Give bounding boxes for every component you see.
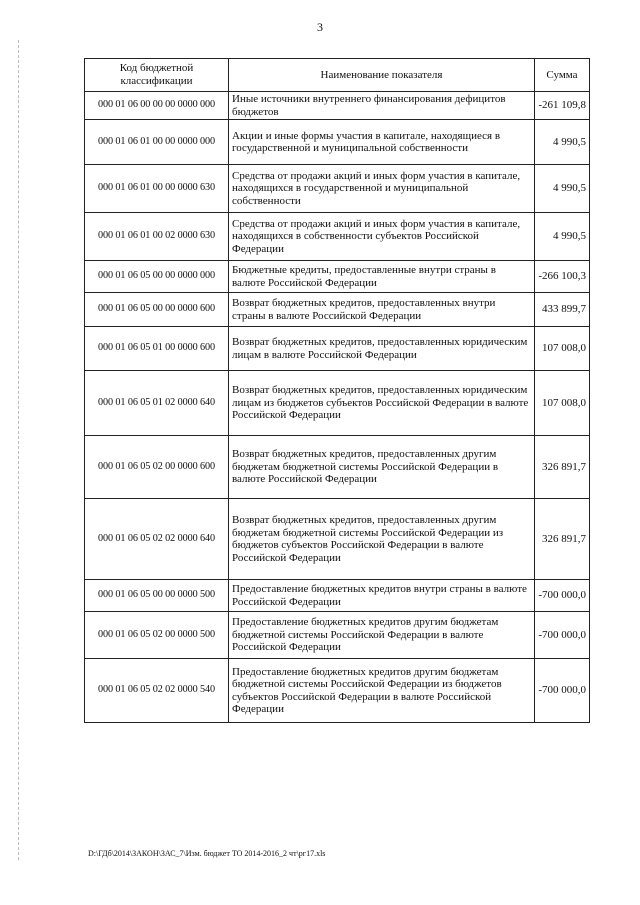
binder-edge — [18, 40, 20, 860]
row-name: Предоставление бюджетных кредитов другим бюджетам бюджетной системы Российской Федерации в валюте Российской Федерации — [229, 612, 535, 659]
header-name: Наименование показателя — [229, 59, 535, 92]
row-sum: 326 891,7 — [535, 436, 590, 499]
table-row — [85, 293, 590, 327]
row-sum: 433 899,7 — [535, 293, 590, 327]
row-name: Иные источники внутреннего финансирования дефицитов бюджетов — [229, 92, 535, 120]
row-code: 000 01 06 05 01 00 0000 600 — [85, 327, 229, 371]
row-code: 000 01 06 05 00 00 0000 600 — [85, 293, 229, 327]
row-sum: -261 109,8 — [535, 92, 590, 120]
row-name: Возврат бюджетных кредитов, предоставленных другим бюджетам бюджетной системы Российской Федерации в валюте Российской Федерации — [229, 436, 535, 499]
table-row — [85, 165, 590, 213]
file-path: D:\ГДб\2014\ЗАКОН\ЗАС_7\Изм. бюджет ТО 2014-2016_2 чт\рг17.xls — [88, 849, 326, 858]
table-header-row — [85, 59, 590, 92]
row-sum: -700 000,0 — [535, 659, 590, 723]
row-code: 000 01 06 05 02 02 0000 540 — [85, 659, 229, 723]
budget-sources-table — [84, 58, 590, 723]
row-code: 000 01 06 01 00 02 0000 630 — [85, 213, 229, 261]
table-row — [85, 213, 590, 261]
row-name: Предоставление бюджетных кредитов другим бюджетам бюджетной системы Российской Федерации из бюджетов субъектов Российской Федерации в валюте Российской Федерации — [229, 659, 535, 723]
header-code: Код бюджетной классификации — [85, 59, 229, 92]
row-name: Возврат бюджетных кредитов, предоставленных юридическим лицам в валюте Российской Федерации — [229, 327, 535, 371]
row-code: 000 01 06 05 02 00 0000 500 — [85, 612, 229, 659]
row-code: 000 01 06 01 00 00 0000 000 — [85, 120, 229, 165]
table-row — [85, 499, 590, 580]
table-row — [85, 261, 590, 293]
row-sum: -700 000,0 — [535, 580, 590, 612]
row-sum: 326 891,7 — [535, 499, 590, 580]
row-name: Средства от продажи акций и иных форм участия в капитале, находящихся в собственности субъектов Российской Федерации — [229, 213, 535, 261]
table-row — [85, 371, 590, 436]
row-name: Бюджетные кредиты, предоставленные внутри страны в валюте Российской Федерации — [229, 261, 535, 293]
header-sum: Сумма — [535, 59, 590, 92]
row-sum: 107 008,0 — [535, 327, 590, 371]
row-code: 000 01 06 05 02 02 0000 640 — [85, 499, 229, 580]
row-code: 000 01 06 05 00 00 0000 500 — [85, 580, 229, 612]
page-number: 3 — [317, 20, 323, 34]
row-sum: 4 990,5 — [535, 213, 590, 261]
row-sum: 107 008,0 — [535, 371, 590, 436]
row-code: 000 01 06 01 00 00 0000 630 — [85, 165, 229, 213]
row-code: 000 01 06 05 02 00 0000 600 — [85, 436, 229, 499]
row-code: 000 01 06 00 00 00 0000 000 — [85, 92, 229, 120]
row-sum: -700 000,0 — [535, 612, 590, 659]
row-name: Предоставление бюджетных кредитов внутри страны в валюте Российской Федерации — [229, 580, 535, 612]
table-row — [85, 580, 590, 612]
table-row — [85, 92, 590, 120]
table-row — [85, 327, 590, 371]
row-name: Возврат бюджетных кредитов, предоставленных другим бюджетам бюджетной системы Российской Федерации из бюджетов субъектов Российской Федерации в валюте Российской Федерации — [229, 499, 535, 580]
row-sum: -266 100,3 — [535, 261, 590, 293]
row-code: 000 01 06 05 01 02 0000 640 — [85, 371, 229, 436]
row-name: Возврат бюджетных кредитов, предоставленных юридическим лицам из бюджетов субъектов Российской Федерации в валюте Российской Федерации — [229, 371, 535, 436]
row-code: 000 01 06 05 00 00 0000 000 — [85, 261, 229, 293]
table-row — [85, 436, 590, 499]
row-name: Средства от продажи акций и иных форм участия в капитале, находящихся в государственной и муниципальной собственности — [229, 165, 535, 213]
table-row — [85, 120, 590, 165]
table-row — [85, 612, 590, 659]
row-name: Возврат бюджетных кредитов, предоставленных внутри страны в валюте Российской Федерации — [229, 293, 535, 327]
row-sum: 4 990,5 — [535, 165, 590, 213]
row-sum: 4 990,5 — [535, 120, 590, 165]
table-row — [85, 659, 590, 723]
row-name: Акции и иные формы участия в капитале, находящиеся в государственной и муниципальной собственности — [229, 120, 535, 165]
